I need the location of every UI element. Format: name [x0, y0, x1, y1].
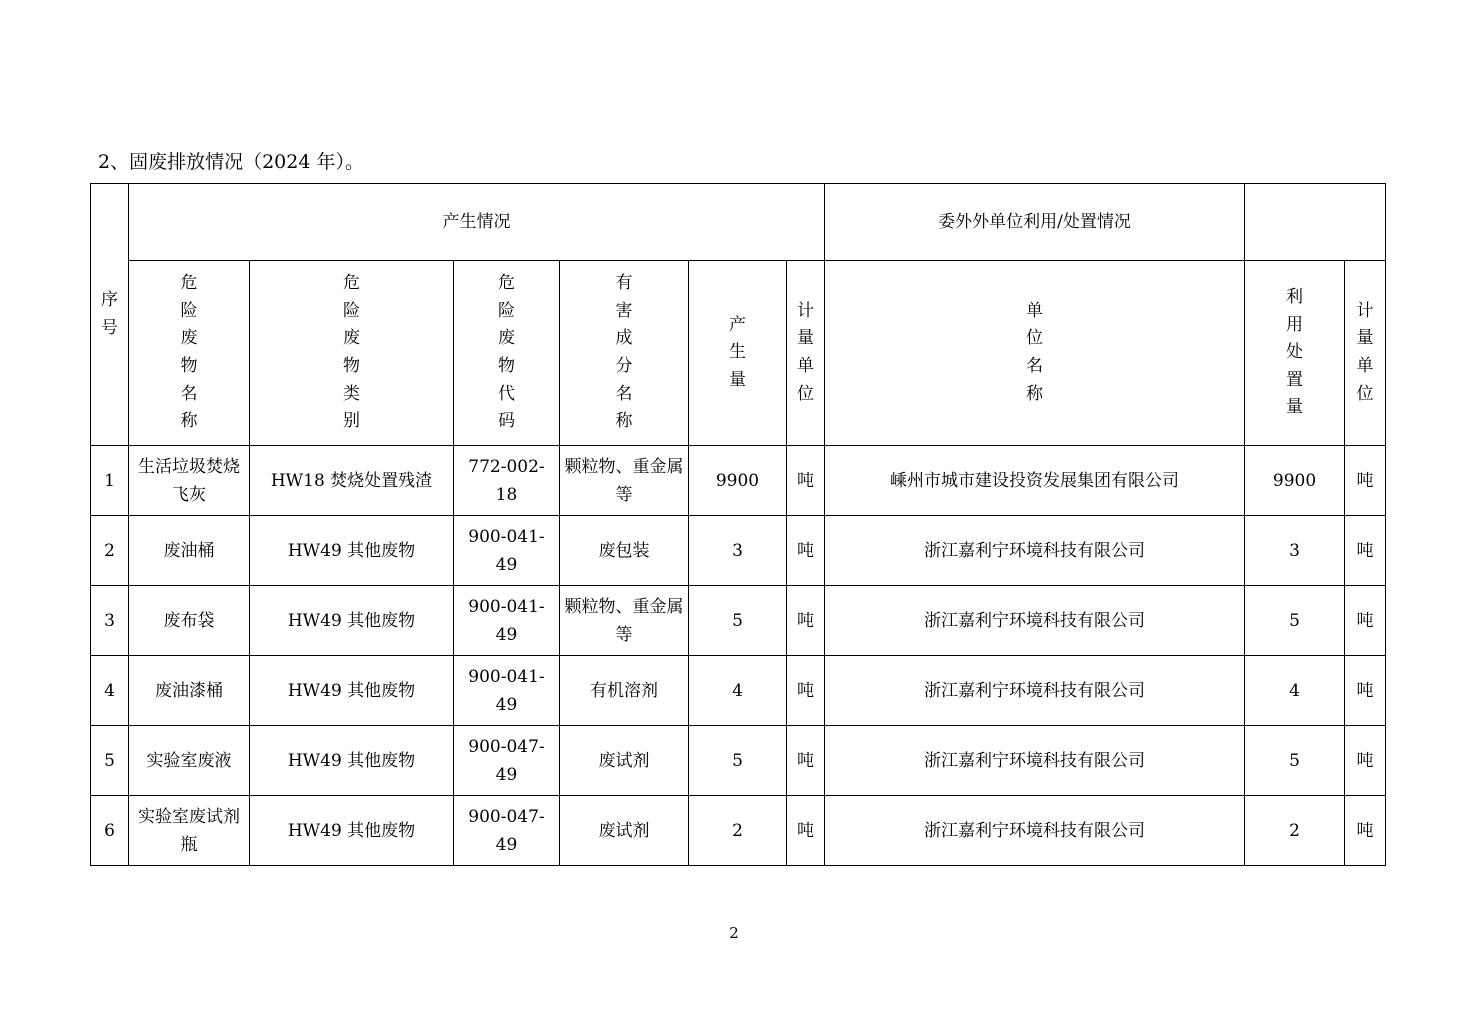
table-row	[91, 586, 1386, 656]
cell-waste-code: 900-047-49	[454, 796, 560, 866]
cell-hazard-component: 废包装	[560, 516, 689, 586]
group-header-row	[91, 184, 1386, 261]
cell-hazard-component: 颗粒物、重金属等	[560, 446, 689, 516]
cell-company: 浙江嘉利宁环境科技有限公司	[825, 586, 1245, 656]
cell-waste-name: 废布袋	[129, 586, 250, 656]
header-production-group: 产生情况	[129, 184, 825, 261]
cell-disposal-amount: 4	[1245, 656, 1345, 726]
solid-waste-table	[90, 183, 1386, 866]
table-row	[91, 516, 1386, 586]
page-number: 2	[729, 924, 739, 942]
cell-seq: 1	[91, 446, 129, 516]
cell-disposal-amount: 3	[1245, 516, 1345, 586]
cell-seq: 3	[91, 586, 129, 656]
cell-waste-code: 900-047-49	[454, 726, 560, 796]
header-waste-name: 危险废物名称	[129, 261, 250, 446]
cell-waste-category: HW49 其他废物	[250, 726, 454, 796]
table-row	[91, 446, 1386, 516]
cell-company: 浙江嘉利宁环境科技有限公司	[825, 656, 1245, 726]
column-header-row	[91, 261, 1386, 446]
cell-output: 3	[689, 516, 787, 586]
cell-company: 浙江嘉利宁环境科技有限公司	[825, 726, 1245, 796]
cell-disposal-unit: 吨	[1345, 516, 1386, 586]
table-row	[91, 656, 1386, 726]
cell-unit: 吨	[787, 586, 825, 656]
table-row	[91, 726, 1386, 796]
cell-waste-code: 900-041-49	[454, 656, 560, 726]
cell-hazard-component: 废试剂	[560, 796, 689, 866]
cell-waste-category: HW49 其他废物	[250, 516, 454, 586]
cell-waste-category: HW18 焚烧处置残渣	[250, 446, 454, 516]
cell-unit: 吨	[787, 516, 825, 586]
cell-unit: 吨	[787, 446, 825, 516]
cell-disposal-unit: 吨	[1345, 586, 1386, 656]
cell-waste-category: HW49 其他废物	[250, 796, 454, 866]
cell-waste-code: 900-041-49	[454, 516, 560, 586]
cell-company: 浙江嘉利宁环境科技有限公司	[825, 516, 1245, 586]
table-row	[91, 796, 1386, 866]
header-seq: 序号	[91, 184, 129, 446]
cell-unit: 吨	[787, 796, 825, 866]
cell-seq: 2	[91, 516, 129, 586]
cell-disposal-unit: 吨	[1345, 446, 1386, 516]
cell-disposal-amount: 5	[1245, 726, 1345, 796]
cell-disposal-unit: 吨	[1345, 656, 1386, 726]
header-output: 产生量	[689, 261, 787, 446]
cell-seq: 5	[91, 726, 129, 796]
cell-output: 5	[689, 586, 787, 656]
cell-waste-category: HW49 其他废物	[250, 656, 454, 726]
header-waste-category: 危险废物类别	[250, 261, 454, 446]
header-hazard-component: 有害成分名称	[560, 261, 689, 446]
cell-hazard-component: 废试剂	[560, 726, 689, 796]
section-heading: 2、固废排放情况（2024 年）。	[98, 151, 364, 173]
cell-hazard-component: 有机溶剂	[560, 656, 689, 726]
cell-disposal-amount: 9900	[1245, 446, 1345, 516]
cell-waste-name: 实验室废液	[129, 726, 250, 796]
cell-disposal-amount: 5	[1245, 586, 1345, 656]
header-company: 单位名称	[825, 261, 1245, 446]
cell-disposal-amount: 2	[1245, 796, 1345, 866]
cell-unit: 吨	[787, 656, 825, 726]
cell-waste-code: 900-041-49	[454, 586, 560, 656]
cell-seq: 4	[91, 656, 129, 726]
cell-output: 2	[689, 796, 787, 866]
cell-hazard-component: 颗粒物、重金属等	[560, 586, 689, 656]
header-waste-code: 危险废物代码	[454, 261, 560, 446]
cell-company: 浙江嘉利宁环境科技有限公司	[825, 796, 1245, 866]
cell-disposal-unit: 吨	[1345, 726, 1386, 796]
header-blank-group	[1245, 184, 1386, 261]
header-disposal-amount: 利用处置量	[1245, 261, 1345, 446]
header-disposal-group: 委外外单位利用/处置情况	[825, 184, 1245, 261]
header-disposal-unit: 计量单位	[1345, 261, 1386, 446]
cell-waste-code: 772-002-18	[454, 446, 560, 516]
cell-output: 9900	[689, 446, 787, 516]
cell-waste-name: 生活垃圾焚烧飞灰	[129, 446, 250, 516]
cell-waste-category: HW49 其他废物	[250, 586, 454, 656]
cell-unit: 吨	[787, 726, 825, 796]
cell-waste-name: 废油漆桶	[129, 656, 250, 726]
cell-seq: 6	[91, 796, 129, 866]
cell-waste-name: 废油桶	[129, 516, 250, 586]
cell-waste-name: 实验室废试剂瓶	[129, 796, 250, 866]
header-unit: 计量单位	[787, 261, 825, 446]
cell-disposal-unit: 吨	[1345, 796, 1386, 866]
cell-company: 嵊州市城市建设投资发展集团有限公司	[825, 446, 1245, 516]
cell-output: 5	[689, 726, 787, 796]
cell-output: 4	[689, 656, 787, 726]
